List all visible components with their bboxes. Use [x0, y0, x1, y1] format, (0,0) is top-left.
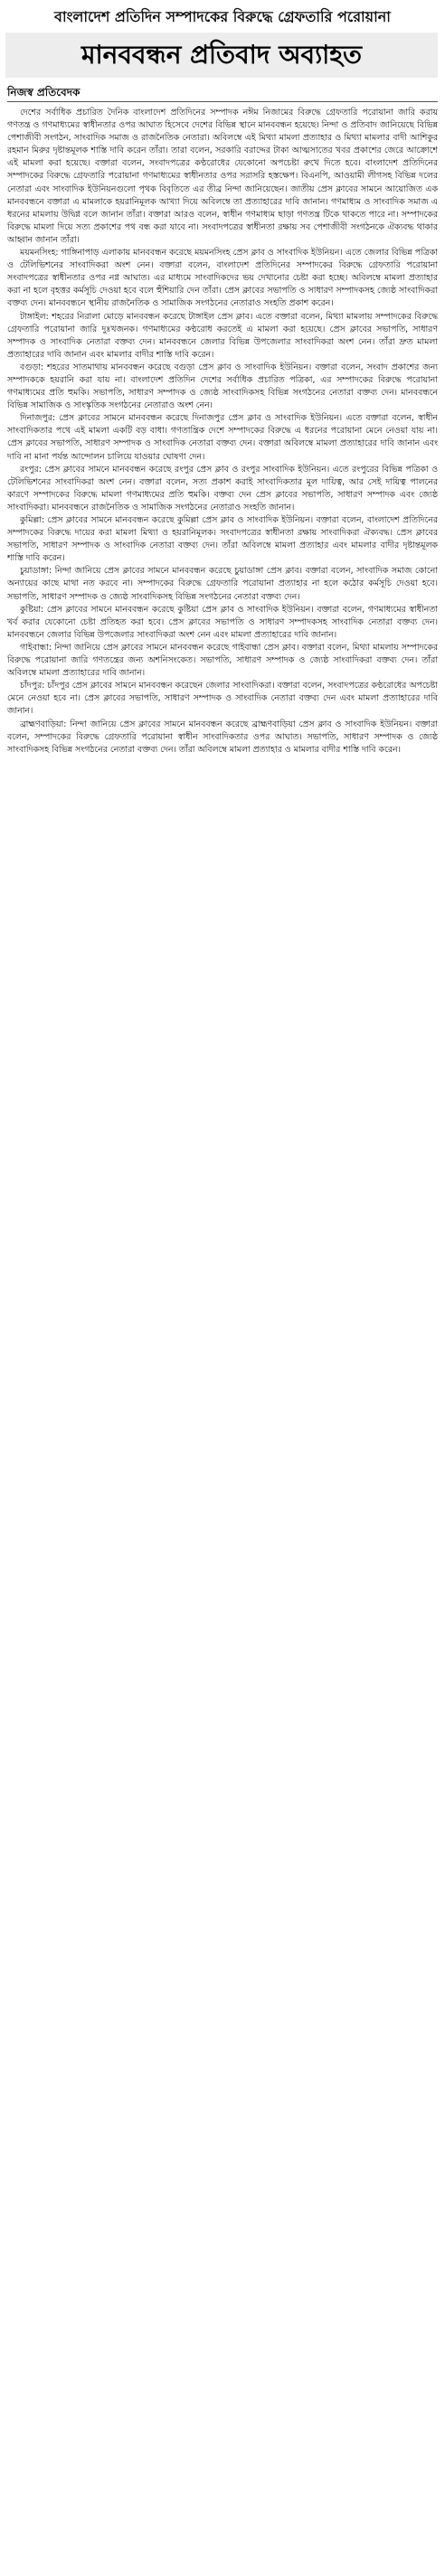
- article-paragraph: চুয়াডাঙ্গা: নিন্দা জানিয়ে প্রেস ক্লাবের সামনে মানববন্ধন করেছে চুয়াডাঙ্গা প্রেস ক্লাব। বক্তারা বলেন, সাংবাদিক সমাজ কোনো অন্যায়ের কাছে মাথা নত করবে না। সম্পাদকের বিরুদ্ধে গ্রেফতারি পরোয়ানা প্রত্যাহার না হলে কঠোর কর্মসূচি দেওয়া হবে। সভাপতি, সাধারণ সম্পাদক ও জ্যেষ্ঠ সাংবাদিকসহ বিভিন্ন সংগঠনের নেতারা বক্তব্য দেন।: [7, 566, 438, 602]
- article-paragraph: কুষ্টিয়া: প্রেস ক্লাবের সামনে মানববন্ধন করেছে কুষ্টিয়া প্রেস ক্লাব ও সাংবাদিক ইউনিয়ন। বক্তারা বলেন, গণমাধ্যমের স্বাধীনতা খর্ব করার যেকোনো চেষ্টা প্রতিহত করা হবে। প্রেস ক্লাবের সভাপতি ও সাধারণ সম্পাদকসহ সাংবাদিক নেতারা বক্তব্য দেন। মানববন্ধনে জেলার বিভিন্ন উপজেলার সাংবাদিকরা অংশ নেন এবং মামলা প্রত্যাহারের দাবি জানান।: [7, 604, 438, 640]
- article-paragraph: গাইবান্ধা: নিন্দা জানিয়ে প্রেস ক্লাবের সামনে মানববন্ধন করেছে গাইবান্ধা প্রেস ক্লাব। বক্তারা বলেন, মিথ্যা মামলায় সম্পাদকের বিরুদ্ধে পরোয়ানা জারি গণতন্ত্রের জন্য অশনিসংকেত। সভাপতি, সাধারণ সম্পাদক ও জ্যেষ্ঠ সাংবাদিকরা বক্তব্য দেন। তাঁরা অবিলম্বে মামলা প্রত্যাহারের দাবি জানান।: [7, 642, 438, 679]
- article-paragraph: দিনাজপুর: প্রেস ক্লাবের সামনে মানববন্ধন করেছে দিনাজপুর প্রেস ক্লাব ও সাংবাদিক ইউনিয়ন। এতে বক্তারা বলেন, স্বাধীন সাংবাদিকতার পথে এই মামলা একটি বড় বাধা। গণতান্ত্রিক দেশে সম্পাদকের বিরুদ্ধে এ ধরনের পরোয়ানা মেনে নেওয়া যায় না। প্রেস ক্লাবের সভাপতি, সাধারণ সম্পাদক ও সাংবাদিক নেতারা বক্তব্য দেন। বক্তারা অবিলম্বে মামলা প্রত্যাহারের দাবি জানান এবং দাবি না মানা পর্যন্ত আন্দোলন চালিয়ে যাওয়ার ঘোষণা দেন।: [7, 413, 438, 462]
- article-headline: মানববন্ধন প্রতিবাদ অব্যাহত: [80, 40, 363, 70]
- article-paragraph: রংপুর: প্রেস ক্লাবের সামনে মানববন্ধন করেছে রংপুর প্রেস ক্লাব ও রংপুর সাংবাদিক ইউনিয়ন। এতে রংপুরের বিভিন্ন পত্রিকা ও টেলিভিশনের সাংবাদিকরা অংশ নেন। বক্তারা বলেন, সত্য প্রকাশ করাই সাংবাদিকতার মূল দায়িত্ব, আর সেই দায়িত্ব পালনের কারণে সম্পাদকের বিরুদ্ধে মামলা গণমাধ্যমের প্রতি হুমকি। বক্তব্য দেন প্রেস ক্লাবের সভাপতি, সাধারণ সম্পাদক এবং জ্যেষ্ঠ সাংবাদিকরা। মানববন্ধনে রাজনৈতিক ও সামাজিক সংগঠনের নেতারাও সংহতি জানান।: [7, 464, 438, 512]
- article-paragraph: কুমিল্লা: প্রেস ক্লাবের সামনে মানববন্ধন করেছে কুমিল্লা প্রেস ক্লাব ও সাংবাদিক ইউনিয়ন। বক্তারা বলেন, বাংলাদেশ প্রতিদিনের সম্পাদকের বিরুদ্ধে দায়ের করা মামলা মিথ্যা ও হয়রানিমূলক। সংবাদপত্রের স্বাধীনতা রক্ষায় সাংবাদিকরা ঐক্যবদ্ধ। প্রেস ক্লাবের সভাপতি, সাধারণ সম্পাদক ও সাংবাদিক নেতারা বক্তব্য দেন। তাঁরা অবিলম্বে মামলা প্রত্যাহার এবং মামলার বাদীর দৃষ্টান্তমূলক শাস্তি দাবি করেন।: [7, 515, 438, 564]
- article-paragraph: ময়মনসিংহ: গাঙ্গিনাপাড় এলাকায় মানববন্ধন করেছে ময়মনসিংহ প্রেস ক্লাব ও সাংবাদিক ইউনিয়ন। এতে জেলার বিভিন্ন পত্রিকা ও টেলিভিশনের সাংবাদিকরা অংশ নেন। বক্তারা বলেন, বাংলাদেশ প্রতিদিনের সম্পাদকের বিরুদ্ধে গ্রেফতারি পরোয়ানা সংবাদপত্রের স্বাধীনতার ওপর নগ্ন আঘাত। এর মাধ্যমে সাংবাদিকদের ভয় দেখানোর চেষ্টা করা হচ্ছে। অবিলম্বে মামলা প্রত্যাহার করা না হলে বৃহত্তর কর্মসূচি দেওয়া হবে বলে হুঁশিয়ারি দেন তাঁরা। প্রেস ক্লাবের সভাপতি ও সাধারণ সম্পাদকসহ জ্যেষ্ঠ সাংবাদিকরা বক্তব্য দেন। মানববন্ধনে স্থানীয় রাজনৈতিক ও সামাজিক সংগঠনের নেতারাও সংহতি প্রকাশ করেন।: [7, 248, 438, 309]
- article-kicker: বাংলাদেশ প্রতিদিন সম্পাদকের বিরুদ্ধে গ্রেফতারি পরোয়ানা: [54, 8, 391, 25]
- article-body: [7, 107, 438, 2569]
- article-paragraph: ব্রাহ্মণবাড়িয়া: নিন্দা জানিয়ে প্রেস ক্লাবের সামনে মানববন্ধন করেছে ব্রাহ্মণবাড়িয়া প্রেস ক্লাব ও সাংবাদিক ইউনিয়ন। বক্তারা বলেন, সম্পাদকের বিরুদ্ধে গ্রেফতারি পরোয়ানা স্বাধীন সাংবাদিকতার ওপর আঘাত। সভাপতি, সাধারণ সম্পাদক ও জ্যেষ্ঠ সাংবাদিকসহ বিভিন্ন সংগঠনের নেতারা বক্তব্য দেন। তাঁরা অবিলম্বে মামলা প্রত্যাহার ও মামলার বাদীর শাস্তি দাবি করেন।: [7, 719, 438, 755]
- article-paragraph: দেশের সর্বাধিক প্রচারিত দৈনিক বাংলাদেশ প্রতিদিনের সম্পাদক নঈম নিজামের বিরুদ্ধে গ্রেফতারি পরোয়ানা জারি করায় গণতন্ত্র ও গণমাধ্যমের স্বাধীনতার ওপর আঘাত হিসেবে দেশের বিভিন্ন স্থানে মানববন্ধন হয়েছে। নিন্দা ও প্রতিবাদ জানিয়েছে বিভিন্ন পেশাজীবী সংগঠন, সাংবাদিক সমাজ ও রাজনৈতিক নেতারা। অবিলম্বে এই মিথ্যা মামলা প্রত্যাহার ও মিথ্যা মামলার বাদী আশিকুর রহমান মিরুর দৃষ্টান্তমূলক শাস্তি দাবি করেন তাঁরা। তারা বলেন, সরকারি বরাদ্দের টাকা আত্মসাতের খবর প্রকাশের জেরে আক্রোশে এই মামলা করা হয়েছে। বক্তারা বলেন, সংবাদপত্রের কণ্ঠরোধের যেকোনো অপচেষ্টা রুখে দিতে হবে। বাংলাদেশ প্রতিদিনের সম্পাদকের বিরুদ্ধে গ্রেফতারি পরোয়ানা গণমাধ্যমের স্বাধীনতার ওপর সরাসরি হস্তক্ষেপ। বিএনপি, আওয়ামী লীগসহ বিভিন্ন দলের নেতারা এবং সাংবাদিক ইউনিয়নগুলো পৃথক বিবৃতিতে এর তীব্র নিন্দা জানিয়েছেন। জাতীয় প্রেস ক্লাবের সামনে আয়োজিত এক মানববন্ধনে বক্তারা এ মামলাকে হয়রানিমূলক আখ্যা দিয়ে অবিলম্বে তা প্রত্যাহারের দাবি জানান। গণমাধ্যম ও সাংবাদিক সমাজ এ ধরনের মামলায় উদ্বিগ্ন বলে জানান তাঁরা। বক্তারা আরও বলেন, স্বাধীন গণমাধ্যম ছাড়া গণতন্ত্র টিকে থাকতে পারে না। সম্পাদকের বিরুদ্ধে মামলা দিয়ে সত্য প্রকাশের পথ বন্ধ করা যাবে না। সংবাদপত্রের স্বাধীনতা রক্ষায় সব পেশাজীবী সংগঠনকে ঐক্যবদ্ধ থাকার আহ্বান জানান তাঁরা।: [7, 108, 438, 245]
- article-byline: নিজস্ব প্রতিবেদক: [7, 86, 80, 99]
- byline-divider: [7, 101, 438, 102]
- article-paragraph: বগুড়া: শহরের সাতমাথায় মানববন্ধন করেছে বগুড়া প্রেস ক্লাব ও সাংবাদিক ইউনিয়ন। বক্তারা বলেন, সংবাদ প্রকাশের জন্য সম্পাদককে হয়রানি করা যায় না। বাংলাদেশ প্রতিদিন দেশের সর্বাধিক প্রচারিত পত্রিকা, এর সম্পাদকের বিরুদ্ধে পরোয়ানা গণমাধ্যমের প্রতি হুমকি। সভাপতি, সাধারণ সম্পাদক ও জ্যেষ্ঠ সাংবাদিকসহ বিভিন্ন সংগঠনের নেতারা বক্তব্য দেন। মানববন্ধনে বিভিন্ন সামাজিক ও সাংস্কৃতিক সংগঠনের নেতারাও অংশ নেন।: [7, 362, 438, 411]
- article-paragraph: টাঙ্গাইল: শহরের নিরালা মোড়ে মানববন্ধন করেছে টাঙ্গাইল প্রেস ক্লাব। এতে বক্তারা বলেন, মিথ্যা মামলায় সম্পাদকের বিরুদ্ধে গ্রেফতারি পরোয়ানা জারি দুঃখজনক। গণমাধ্যমের কণ্ঠরোধ করতেই এ মামলা করা হয়েছে। প্রেস ক্লাবের সভাপতি, সাধারণ সম্পাদক ও সাংবাদিক নেতারা বক্তব্য দেন। মানববন্ধনে জেলার বিভিন্ন উপজেলার সাংবাদিকরা অংশ নেন। তাঁরা দ্রুত মামলা প্রত্যাহারের দাবি জানান এবং মামলার বাদীর শাস্তি দাবি করেন।: [7, 311, 438, 360]
- article-paragraph: চাঁদপুর: চাঁদপুর প্রেস ক্লাবের সামনে মানববন্ধন করেছেন জেলার সাংবাদিকরা। বক্তারা বলেন, সংবাদপত্রের কণ্ঠরোধের অপচেষ্টা মেনে নেওয়া হবে না। প্রেস ক্লাবের সভাপতি, সাধারণ সম্পাদক ও সাংবাদিক নেতারা বক্তব্য দেন এবং মামলা প্রত্যাহারের দাবি জানান।: [7, 681, 438, 717]
